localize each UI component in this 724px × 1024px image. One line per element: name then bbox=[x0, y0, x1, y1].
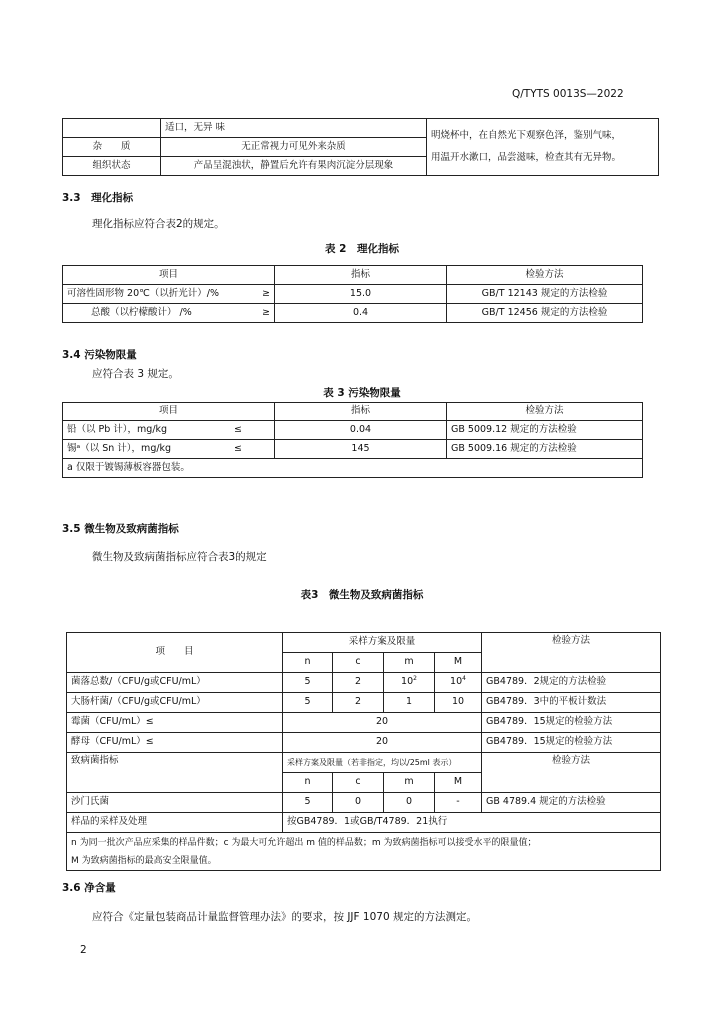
section-3-6-text: 应符合《定量包装商品计量监督管理办法》的要求，按 JJF 1070 规定的方法测定。 bbox=[92, 911, 477, 923]
contaminant-table: 项目 指标 检验方法 铅（以 Pb 计），mg/kg ≤ 0.04 GB 5009.12 规定的方法检验 锡ᵃ（以 Sn 计），mg/kg ≤ 145 GB 5009.16 规定的方法检验 a 仅限于镀锡薄板容器包装。 bbox=[62, 402, 643, 478]
taste-desc: 适口，无异 味 bbox=[161, 119, 427, 138]
table-3b-title: 表3 微生物及致病菌指标 bbox=[300, 589, 424, 601]
table-row: 铅（以 Pb 计），mg/kg ≤ bbox=[63, 421, 275, 440]
pathogen-label: 致病菌指标 bbox=[67, 753, 283, 793]
sensory-method: 明烧杯中，在自然光下观察色泽，鉴别气味， 用温开水漱口，品尝滋味，检查其有无异物。 bbox=[427, 119, 659, 176]
table-row: 沙门氏菌 bbox=[67, 793, 283, 813]
table-row: 酵母（CFU/mL）≤ bbox=[67, 733, 283, 753]
section-3-4-intro: 应符合表 3 规定。 bbox=[92, 368, 179, 380]
table-3-title: 表 3 污染物限量 bbox=[323, 387, 401, 399]
physicochemical-table: 项目 指标 检验方法 可溶性固形物 20℃（以折光计）/% ≥ 15.0 GB/T 12143 规定的方法检验 总酸（以柠檬酸计） /% ≥ 0.4 GB/T 12456 规定的方法检验 bbox=[62, 265, 643, 323]
table-note: a 仅限于镀锡薄板容器包装。 bbox=[63, 459, 643, 478]
section-3-5-heading: 3.5 微生物及致病菌指标 bbox=[62, 523, 179, 535]
table-row: 菌落总数/（CFU/g或CFU/mL） bbox=[67, 673, 283, 693]
table-row: 锡ᵃ（以 Sn 计），mg/kg ≤ bbox=[63, 440, 275, 459]
table-note: n 为同一批次产品应采集的样品件数；c 为最大可允许超出 m 值的样品数；m 为致病菌指标可以接受水平的限量值； M 为致病菌指标的最高安全限量值。 bbox=[67, 833, 661, 871]
col-item: 项目 bbox=[63, 266, 275, 285]
section-3-3-heading: 3.3 理化指标 bbox=[62, 192, 134, 204]
col-plan: 采样方案及限量 bbox=[283, 633, 482, 653]
impurity-label: 杂 质 bbox=[63, 138, 161, 157]
col-method: 检验方法 bbox=[482, 633, 661, 673]
texture-desc: 产品呈混浊状，静置后允许有果肉沉淀分层现象 bbox=[161, 157, 427, 176]
microbial-table: 项 目 采样方案及限量 检验方法 n c m M 菌落总数/（CFU/g或CFU/mL） 5 2 $10^2$ $10^4$ GB4789．2规定的方法检验 大肠杆菌/（CFU/g或CFU/mL） 5 2 1 10 GB4789．3中的平板计数法 霉菌（CFU/mL）≤ 20 GB4789．15规定的检验方法 酵母（CFU/mL）≤ 20 GB4789．15规定的检验方法 致病菌指标 采样方案及限量（若非指定，均以/25ml 表示） 检验方法 n c m M 沙门氏菌 5 0 0 - GB 4789.4 规定的方法检验 样品的采样及处理 按GB4789．1或GB/T4789．21执行 n 为同一批次产品应采集的样品件数；c 为最大可允许超出 m 值的样品数；m 为致病菌指标可以接受水平的限量值； M 为致病菌指标的最高安全限量值。 bbox=[66, 632, 661, 871]
table-row: 霉菌（CFU/mL）≤ bbox=[67, 713, 283, 733]
impurity-desc: 无正常视力可见外来杂质 bbox=[161, 138, 427, 157]
page-number: 2 bbox=[80, 944, 87, 956]
col-item: 项 目 bbox=[67, 633, 283, 673]
table-row: 样品的采样及处理 bbox=[67, 813, 283, 833]
table-row: 总酸（以柠檬酸计） /% ≥ bbox=[63, 304, 275, 323]
section-3-3-intro: 理化指标应符合表2的规定。 bbox=[92, 218, 225, 230]
col-method: 检验方法 bbox=[447, 266, 643, 285]
table-row: 可溶性固形物 20℃（以折光计）/% ≥ bbox=[63, 285, 275, 304]
section-3-4-heading: 3.4 污染物限量 bbox=[62, 349, 137, 361]
document-number: Q/TYTS 0013S—2022 bbox=[512, 88, 624, 100]
sensory-table bbox=[62, 118, 659, 176]
table-row: 大肠杆菌/（CFU/g或CFU/mL） bbox=[67, 693, 283, 713]
col-index: 指标 bbox=[275, 266, 447, 285]
section-3-6-heading: 3.6 净含量 bbox=[62, 882, 116, 894]
texture-label: 组织状态 bbox=[63, 157, 161, 176]
section-3-5-intro: 微生物及致病菌指标应符合表3的规定 bbox=[92, 551, 267, 563]
table-2-title: 表 2 理化指标 bbox=[325, 243, 399, 255]
